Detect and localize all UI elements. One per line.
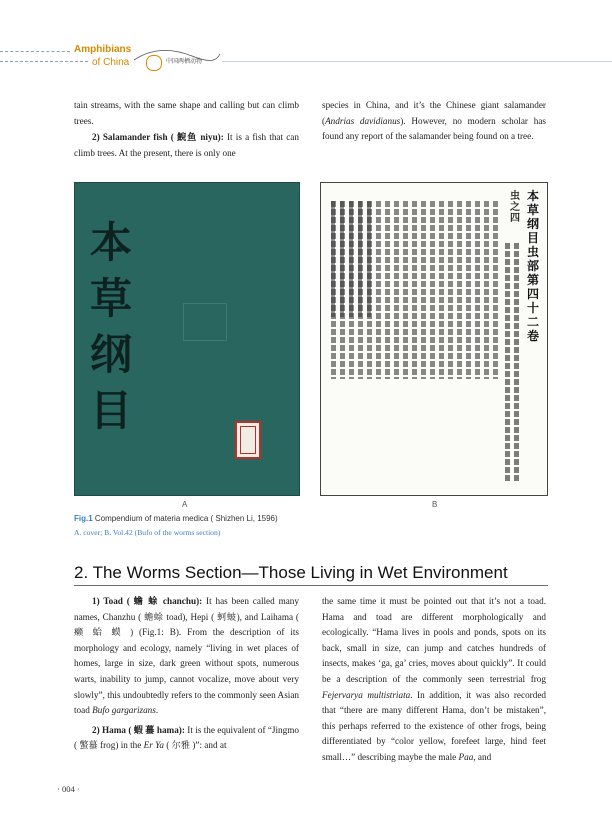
figure-number: Fig.1 (74, 514, 93, 523)
page-subheading: 虫之四 (510, 191, 520, 224)
cover-title-char: 目 (89, 386, 132, 435)
section-title: 2. The Worms Section—Those Living in Wet Environment (74, 563, 508, 582)
term-toad: 1) Toad ( 蟾 蜍 chanchu): (92, 596, 203, 606)
paragraph (74, 723, 299, 754)
book-title: Er Ya (143, 740, 164, 751)
paragraph (322, 98, 546, 145)
scientific-name: Paa (458, 751, 474, 762)
page-margin-gap (331, 379, 501, 487)
paragraph-text: ). However, no modern scholar has found any report of the salamander being found on a tree. (322, 115, 546, 142)
section-rule (74, 585, 548, 586)
header-title-cn: 中国两栖动物 (166, 58, 203, 65)
header-badge-icon (146, 55, 162, 71)
scientific-name: Bufo gargarizans (92, 705, 156, 716)
top-left-column (74, 98, 299, 161)
scientific-name: Andrias davidianus (325, 115, 401, 126)
figure-b-scanned-page (320, 182, 548, 496)
header-title-line1: Amphibians (74, 44, 132, 55)
header-rule-top (0, 51, 70, 52)
cover-title-char: 草 (89, 274, 132, 323)
red-seal-stamp (235, 421, 261, 459)
figure-caption (74, 514, 278, 523)
paragraph-text: species in China, and it’s the Chinese giant salamander ( (322, 100, 546, 126)
page-text-columns-right (505, 243, 519, 483)
paragraph (74, 594, 299, 719)
header-rule-right (222, 61, 612, 62)
scientific-name: Fejervarya multistriata (322, 689, 411, 700)
cover-faint-box (183, 303, 227, 341)
paragraph-text: It is a fish that can climb trees. At the present, there is only one (74, 132, 299, 158)
figure-a-cover-image (74, 182, 300, 496)
cover-title (81, 215, 141, 439)
paragraph-text: the same time it must be pointed out that it’s not a toad. Hama and toad are different morphologically and ecologically. “Hama lives in pools and ponds, spots on its back, small in size, can jump and catches hundreds of insects, makes ‘ga, ga’ cries, moves about quickly”. It could be a description of the commonly seen terrestrial frog (322, 596, 546, 684)
paragraph-text: . In addition, it was also recorded that “there are many different Hama, don’t be mistaken”, this perhaps referred to the existence of other frogs, being differentiated by “color yellow, forefeet large, hind feet small…” describing maybe the male (322, 689, 546, 762)
figure-caption-text: Compendium of materia medica ( Shizhen Li, 1596) (94, 514, 278, 523)
body-left-column (74, 594, 299, 754)
page-text-lower (331, 201, 371, 317)
figure-a-label: A (182, 500, 188, 509)
paragraph (322, 594, 546, 766)
cover-title-char: 纲 (89, 330, 132, 379)
paragraph (74, 130, 299, 161)
term-salamander-fish: 2) Salamander fish ( 鯢鱼 niyu): (92, 132, 224, 143)
page-number: · 004 · (57, 784, 80, 794)
paragraph-text: , and (473, 751, 492, 762)
top-right-column (322, 98, 546, 145)
figure-b-label: B (432, 500, 438, 509)
paragraph-text: ( 尔雅 )”: and at (164, 740, 227, 751)
paragraph-text: . (155, 705, 159, 716)
paragraph: tain streams, with the same shape and calling but can climb trees. (74, 100, 299, 126)
cover-title-char: 本 (89, 218, 132, 267)
body-right-column (322, 594, 546, 766)
term-hama: 2) Hama ( 蝦 蟇 hama): (92, 724, 185, 735)
paragraph-text: It has been called many names, Chanzhu ( 蟾蜍 toad), Hepi ( 蚵蚾), and Laihama ( 癞 蛤 蟆 ) (Fig.1: B). From the description of its morphology and ecology, namely “living in wet places of homes, large in size, dark green without spots, numerous warts, inability to jump, cannot vocalize, move about very slowly”, this undoubtedly refers to the commonly seen Asian toad (74, 596, 299, 716)
paragraph-text: It is the equivalent of “Jingmo ( 蟼蟇 frog) in the (74, 724, 299, 751)
header-rule-bottom (0, 61, 88, 62)
page-heading: 本草纲目虫部第四十二卷 (527, 189, 540, 343)
figure-caption-sub: A. cover; B. Vol.42 (Bufo of the worms section) (74, 528, 221, 537)
header-title-line2: of China (92, 57, 130, 68)
